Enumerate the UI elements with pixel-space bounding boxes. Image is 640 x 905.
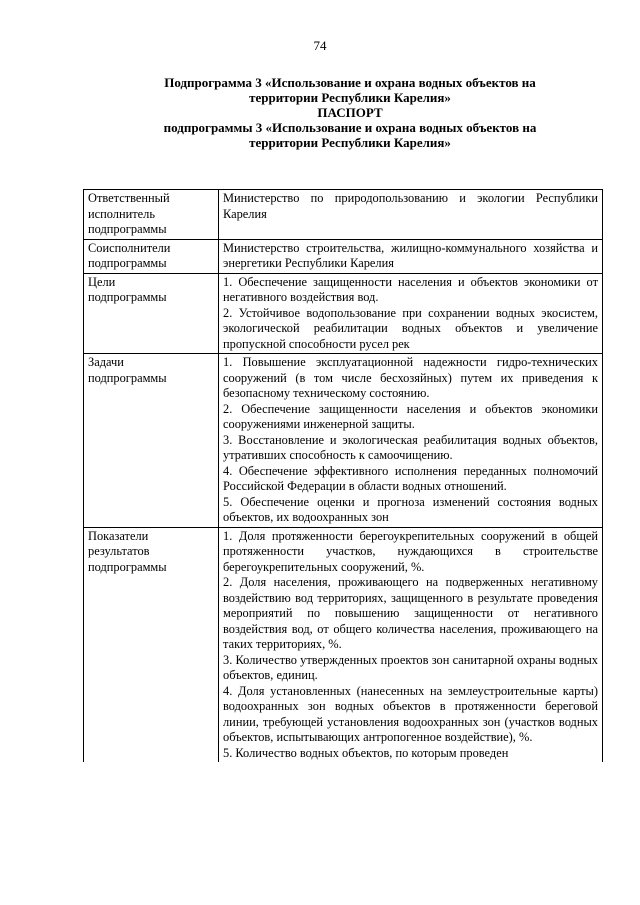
- passport-table: [83, 189, 603, 762]
- row-label: Цели подпрограммы: [84, 273, 219, 354]
- page-number: 74: [313, 38, 327, 53]
- row-value: 1. Обеспечение защищенности населения и объектов экономики от негативного воздействия вод. 2. Устойчивое водопользование при сохранении водных экосистем, экологической реабилитации водных объектов и увеличение пропускной способности русел рек: [219, 273, 603, 354]
- row-value: 1. Повышение эксплуатационной надежности гидро-технических сооружений (в том числе бесхозяйных) путем их приведения к безопасному техническому состоянию. 2. Обеспечение защищенности населения и объектов экономики сооружениями инженерной защиты. 3. Восстановление и экологическая реабилитация водных объектов, утративших способность к самоочищению. 4. Обеспечение эффективного исполнения переданных полномочий Российской Федерации в области водных отношений. 5. Обеспечение оценки и прогноза изменений состояния водных объектов, их водоохранных зон: [219, 354, 603, 528]
- subprogram-title-line1: Подпрограмма 3 «Использование и охрана водных объектов на: [164, 75, 536, 90]
- row-value: 1. Доля протяженности берегоукрепительных сооружений в общей протяженности участков, нуждающихся в строительстве берегоукрепительных сооружений, %. 2. Доля населения, проживающего на подверженных негативному воздействию вод территориях, защищенного в результате проведения мероприятий по повышению защищенности от негативного воздействия вод, от общего количества населения, проживающего на таких территориях, %. 3. Количество утвержденных проектов зон санитарной охраны водных объектов, единиц. 4. Доля установленных (нанесенных на землеустроительные карты) водоохранных зон водных объектов в протяженности береговой линии, требующей установления водоохранных зон (участков водных объектов, испытывающих антропогенное воздействие), %. 5. Количество водных объектов, по которым проведен: [219, 527, 603, 762]
- subprogram-title-line2: территории Республики Карелия»: [249, 90, 451, 105]
- passport-subtitle-line1: подпрограммы 3 «Использование и охрана водных объектов на: [163, 120, 537, 135]
- table-row-goals: [84, 273, 603, 354]
- row-label: Соисполнители подпрограммы: [84, 239, 219, 273]
- table-row-co-executors: [84, 239, 603, 273]
- document-heading: [90, 75, 610, 150]
- passport-title: ПАСПОРТ: [317, 105, 383, 120]
- row-label: Показатели результатов подпрограммы: [84, 527, 219, 762]
- row-value: Министерство строительства, жилищно-коммунального хозяйства и энергетики Республики Карелия: [219, 239, 603, 273]
- row-value: Министерство по природопользованию и экологии Республики Карелия: [219, 190, 603, 240]
- table-row-indicators: [84, 527, 603, 762]
- passport-subtitle-line2: территории Республики Карелия»: [249, 135, 451, 150]
- row-label: Ответственный исполнитель подпрограммы: [84, 190, 219, 240]
- table-row-tasks: [84, 354, 603, 528]
- row-label: Задачи подпрограммы: [84, 354, 219, 528]
- table-row-responsible: [84, 190, 603, 240]
